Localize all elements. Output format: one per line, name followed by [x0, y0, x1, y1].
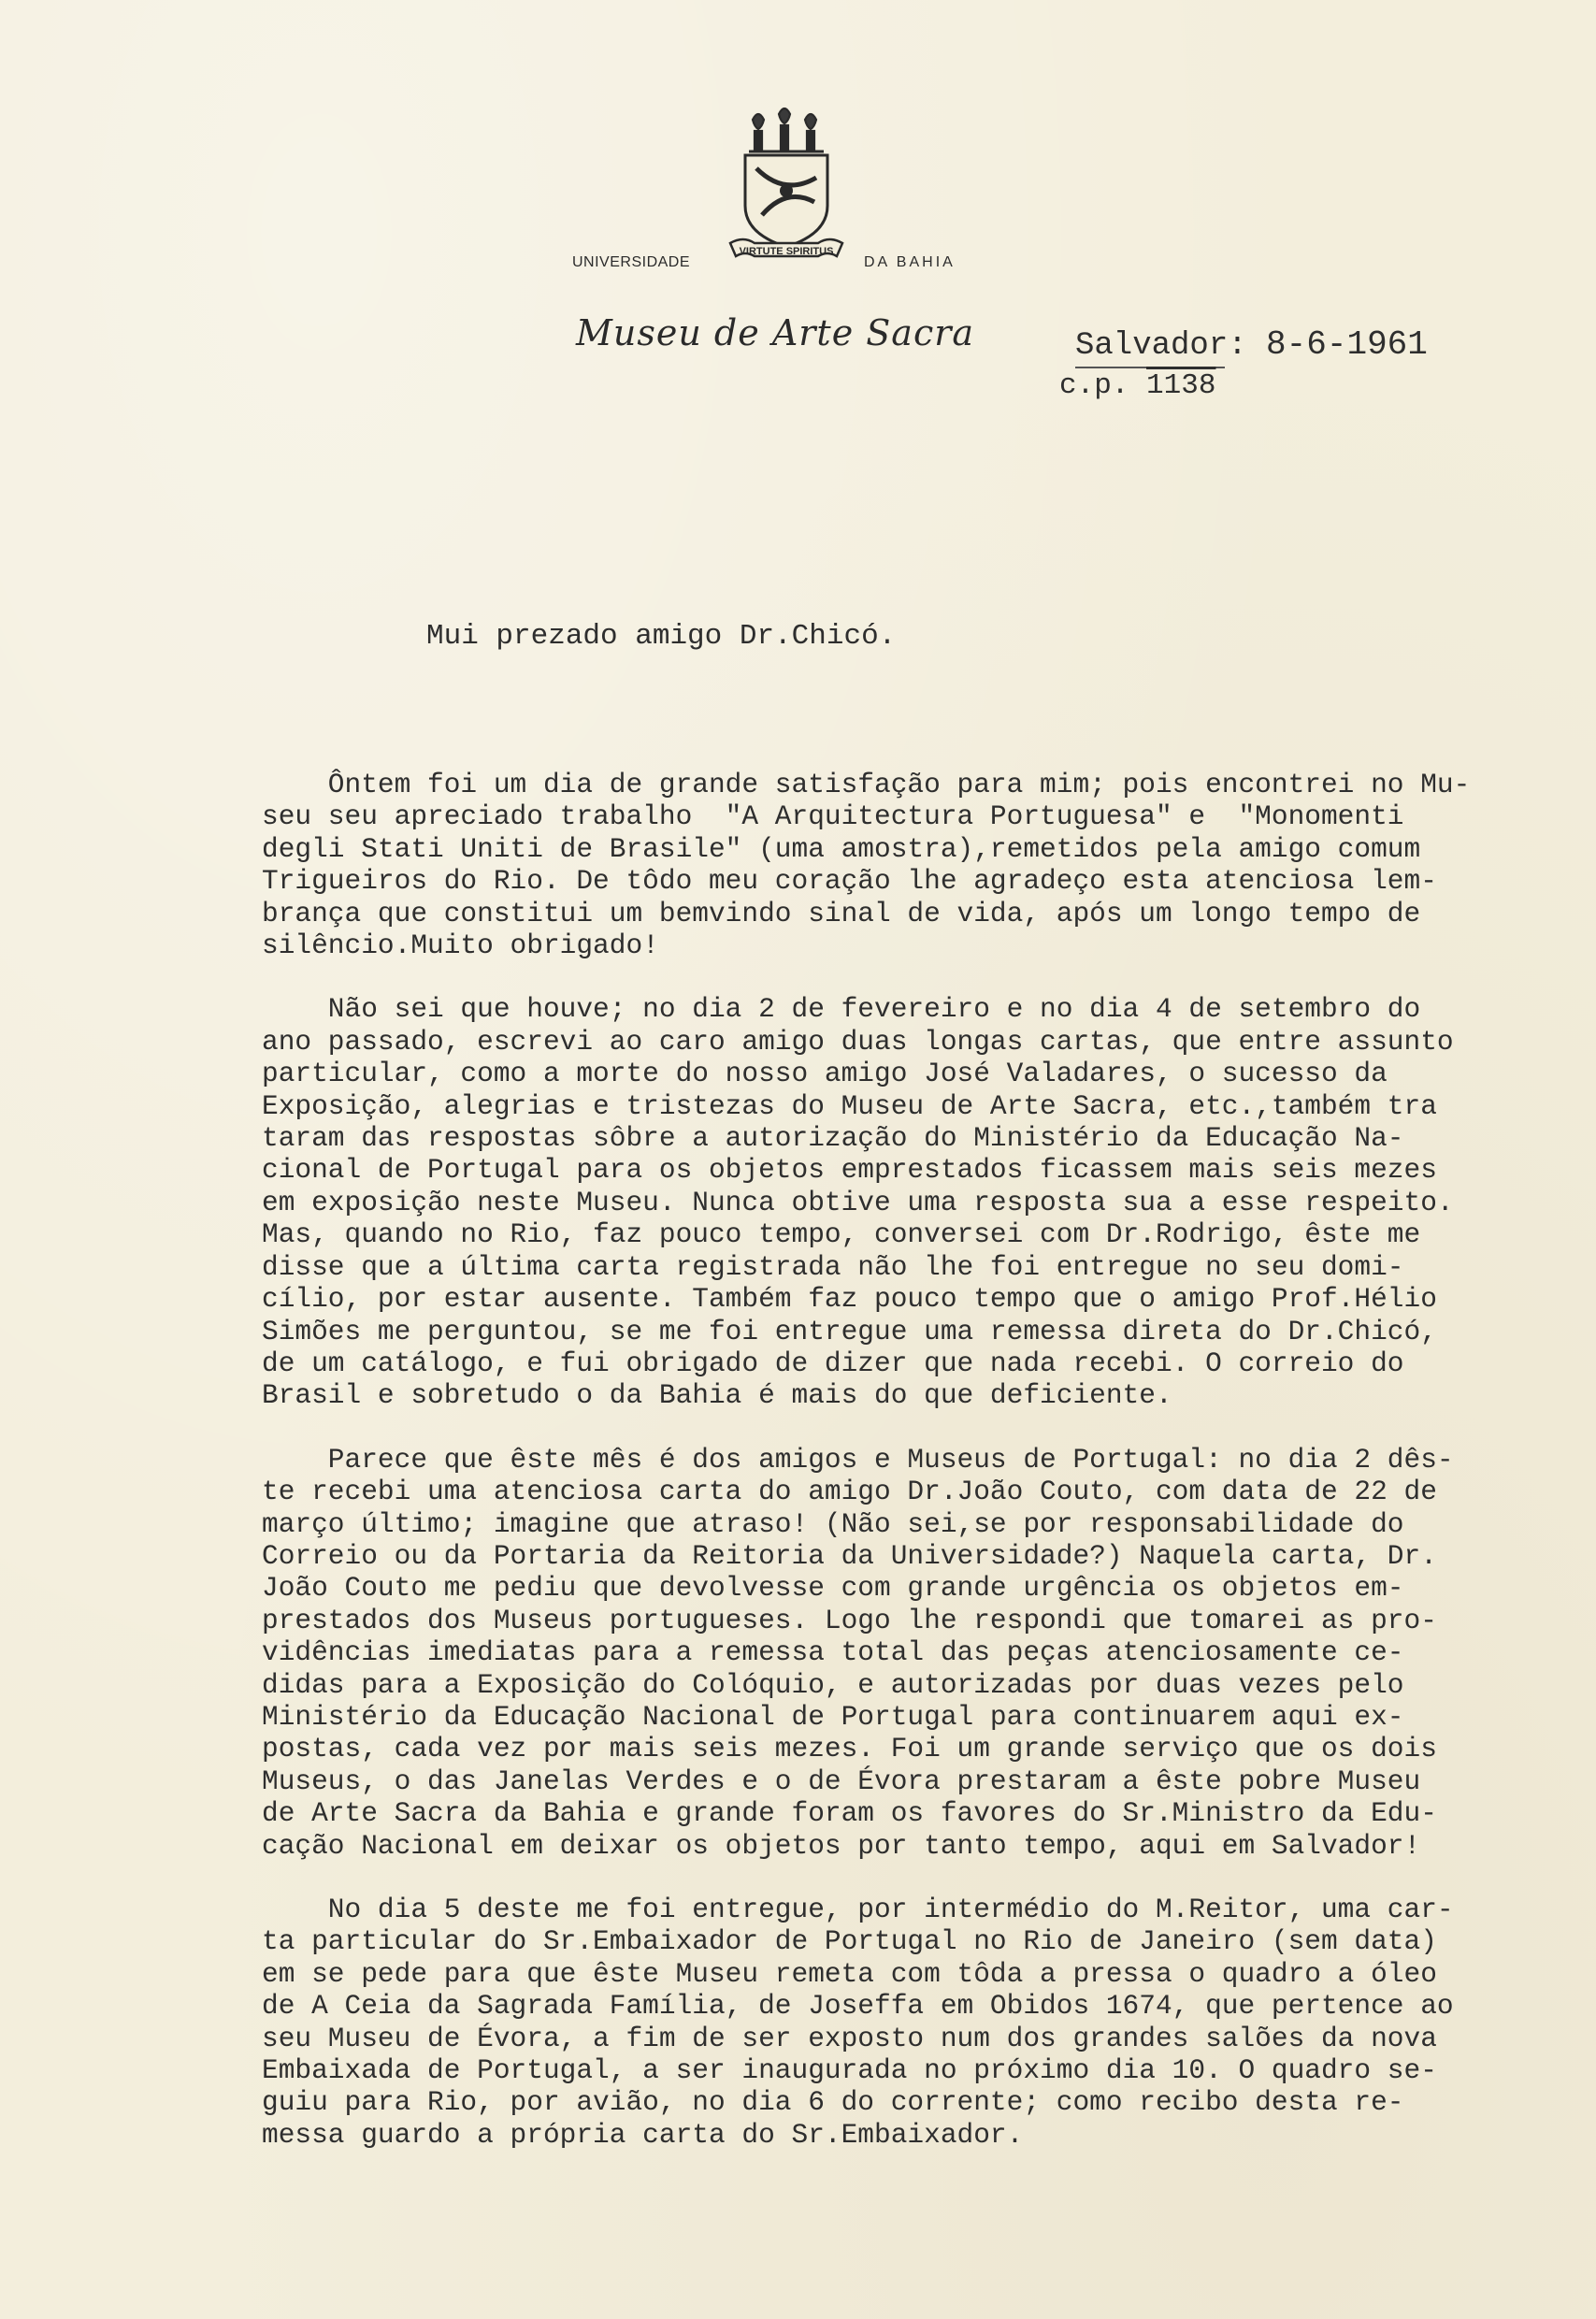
typed-line: messa guardo a própria carta do Sr.Embaixador.	[262, 2118, 1024, 2151]
typed-line: postas, cada vez por mais seis mezes. Foi um grande serviço que os dois	[262, 1733, 1437, 1765]
typed-line: março último; imagine que atraso! (Não sei,se por responsabilidade do	[262, 1507, 1404, 1540]
typed-line: cional de Portugal para os objetos emprestados ficassem mais seis mezes	[262, 1154, 1437, 1187]
letter-paragraph	[262, 1444, 1589, 1862]
letter-body	[262, 769, 1589, 2182]
typed-line: seu Museu de Évora, a fim de ser exposto num dos grandes salões da nova	[262, 2022, 1437, 2054]
letter-paragraph	[262, 993, 1589, 1411]
typed-line: silêncio.Muito obrigado!	[262, 929, 659, 962]
typed-line: Trigueiros do Rio. De tôdo meu coração lhe agradeço esta atenciosa lem-	[262, 865, 1437, 898]
typed-line: cílio, por estar ausente. Também faz pouco tempo que o amigo Prof.Hélio	[262, 1283, 1437, 1316]
typed-line: brança que constitui um bemvindo sinal de vida, após um longo tempo de	[262, 897, 1421, 929]
typed-line: Não sei que houve; no dia 2 de fevereiro e no dia 4 de setembro do	[262, 993, 1421, 1026]
crest-motto: VIRTUTE SPIRITUS	[739, 246, 834, 257]
typed-line: didas para a Exposição do Colóquio, e autorizadas por duas vezes pelo	[262, 1668, 1404, 1701]
typed-line: particular, como a morte do nosso amigo José Valadares, o sucesso da	[262, 1058, 1388, 1090]
typed-line: Ôntem foi um dia de grande satisfação para mim; pois encontrei no Mu-	[262, 769, 1471, 800]
typed-line: Simões me perguntou, se me foi entregue uma remessa direta do Dr.Chicó,	[262, 1315, 1437, 1347]
reference-line	[1059, 369, 1215, 402]
typed-line: prestados dos Museus portugueses. Logo lhe respondi que tomarei as pro-	[262, 1604, 1437, 1636]
typed-line: de um catálogo, e fui obrigado de dizer que nada recebi. O correio do	[262, 1347, 1404, 1379]
typed-line: Correio ou da Portaria da Reitoria da Universidade?) Naquela carta, Dr.	[262, 1539, 1437, 1572]
date-line	[1075, 325, 1428, 364]
typed-line: em exposição neste Museu. Nunca obtive uma resposta sua a esse respeito.	[262, 1186, 1454, 1218]
typed-line: disse que a última carta registrada não lhe foi entregue no seu domi-	[262, 1250, 1404, 1283]
typed-line: Parece que êste mês é dos amigos e Museus de Portugal: no dia 2 dês-	[262, 1443, 1454, 1476]
typed-line: taram das respostas sôbre a autorização do Ministério da Educação Na-	[262, 1122, 1404, 1155]
typed-line: ta particular do Sr.Embaixador de Portugal no Rio de Janeiro (sem data)	[262, 1925, 1437, 1958]
typed-line: cação Nacional em deixar os objetos por tanto tempo, aqui em Salvador!	[262, 1829, 1421, 1862]
museum-name: Museu de Arte Sacra	[576, 312, 975, 353]
typed-line: ano passado, escrevi ao caro amigo duas longas cartas, que entre assunto	[262, 1025, 1454, 1058]
date-underline	[1075, 367, 1225, 368]
typed-line: Embaixada de Portugal, a ser inaugurada no próximo dia 10. O quadro se-	[262, 2054, 1437, 2087]
typed-line: seu seu apreciado trabalho "A Arquitectura Portuguesa" e "Monomenti	[262, 800, 1404, 833]
typed-line: João Couto me pediu que devolvesse com grande urgência os objetos em-	[262, 1572, 1404, 1605]
letter-date: 8-6-1961	[1266, 325, 1428, 364]
typed-line: No dia 5 deste me foi entregue, por intermédio do M.Reitor, uma car-	[262, 1894, 1454, 1925]
typed-line: Mas, quando no Rio, faz pouco tempo, conversei com Dr.Rodrigo, êste me	[262, 1218, 1421, 1251]
typed-line: vidências imediatas para a remessa total das peças atenciosamente ce-	[262, 1636, 1404, 1669]
typed-line: Museus, o das Janelas Verdes e o de Évora prestaram a êste pobre Museu	[262, 1764, 1421, 1797]
university-name-left: UNIVERSIDADE	[572, 254, 691, 270]
reference-number: 1138	[1146, 369, 1216, 402]
salutation: Mui prezado amigo Dr.Chicó.	[426, 620, 897, 653]
typed-line: de Arte Sacra da Bahia e grande foram os favores do Sr.Ministro da Edu-	[262, 1797, 1437, 1830]
typed-line: Ministério da Educação Nacional de Portugal para continuarem aqui ex-	[262, 1700, 1404, 1733]
reference-label: c.p.	[1059, 369, 1129, 402]
typed-line: degli Stati Uniti de Brasile" (uma amostra),remetidos pela amigo comum	[262, 832, 1421, 865]
university-name-right: DA BAHIA	[864, 254, 956, 270]
letter-paragraph	[262, 769, 1589, 961]
typed-line: guiu para Rio, por avião, no dia 6 do corrente; como recibo desta re-	[262, 2086, 1404, 2119]
typed-line: Exposição, alegrias e tristezas do Museu de Arte Sacra, etc.,também tra	[262, 1089, 1437, 1122]
typed-line: te recebi uma atenciosa carta do amigo Dr.João Couto, com data de 22 de	[262, 1476, 1437, 1508]
typed-line: Brasil e sobretudo o da Bahia é mais do que deficiente.	[262, 1379, 1172, 1412]
letter-paragraph	[262, 1894, 1589, 2151]
typed-line: em se pede para que êste Museu remeta com tôda a pressa o quadro a óleo	[262, 1957, 1437, 1990]
university-crest-icon	[725, 103, 848, 281]
typed-line: de A Ceia da Sagrada Família, de Joseffa em Obidos 1674, que pertence ao	[262, 1990, 1454, 2023]
place: Salvador:	[1075, 328, 1247, 364]
